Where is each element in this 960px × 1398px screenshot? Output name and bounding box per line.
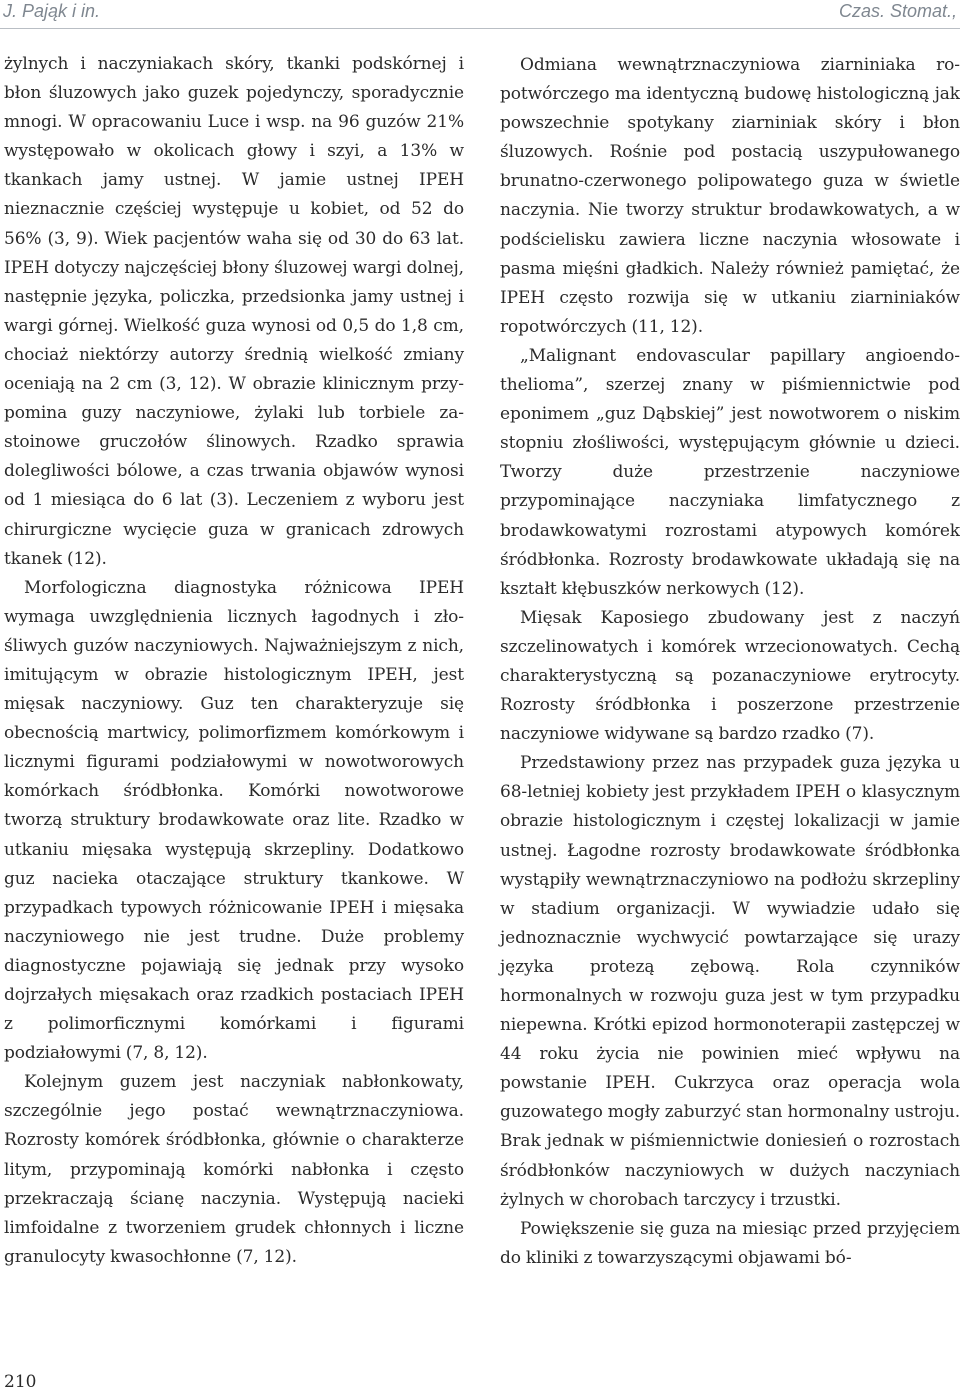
running-head	[0, 0, 960, 24]
left-paragraph-1: żylnych i naczyniakach skóry, tkanki podskórnej i błon śluzowych jako guzek pojedynczy, sporadycznie mnogi. W opracowaniu Luce i wsp. na 96 guzów 21% występowało w okolicach głowy i szyi, a 13% w tkankach jamy ustnej. W jamie ustnej IPEH nieznacznie częściej występuje u kobiet, od 52 do 56% (3, 9). Wiek pacjentów waha się od 30 do 63 lat. IPEH dotyczy najczęściej błony śluzowej wargi dolnej, następnie języka, policzka, przedsionka jamy ustnej i wargi górnej. Wielkość guza wynosi od 0,5 do 1,8 cm, chociaż niektórzy autorzy średnią wielkość zmiany oceniają na 2 cm (3, 12). W obrazie klinicznym przypomina guzy naczyniowe, żylaki lub torbiele zastoinowe gruczołów ślinowych. Rzadko sprawia dolegliwości bólowe, a czas trwania objawów wynosi od 1 miesiąca do 6 lat (3). Leczeniem z wyboru jest chirurgiczne wycięcie guza w granicach zdrowych tkanek (12).	[4, 54, 464, 569]
right-paragraph-4: Przedstawiony przez nas przypadek guza języka u 68-letniej kobiety jest przykładem IPEH o klasycznym obrazie histologicznym i częstej lokalizacji w jamie ustnej. Łagodne rozrosty brodawkowate śródbłonka wystąpiły wewnątrznaczyniowo na podłożu skrzepliny w stadium organizacji. W wywiadzie udało się jednoznacznie wychwycić powtarzające się urazy języka protezą zębową. Rola czynników hormonalnych w rozwoju guza jest w tym przypadku niepewna. Krótki epizod hormonoterapii zastępczej w 44 roku życia nie powinien mieć wpływu na powstanie IPEH. Cukrzyca oraz operacja wola guzowatego mogły zaburzyć stan hormonalny ustroju. Brak jednak w piśmiennictwie doniesień o rozrostach śródbłonków naczyniowych w dużych naczyniach żylnych w chorobach tarczycy i trzustki.	[500, 753, 960, 1210]
right-column	[500, 51, 960, 1273]
left-column	[4, 50, 464, 1272]
right-paragraph-5: Powiększenie się guza na miesiąc przed przyjęciem do kliniki z towarzyszącymi objawami bó-	[500, 1218, 960, 1268]
right-paragraph-3: Mięsak Kaposiego zbudowany jest z naczyń szczelinowatych i komórek wrzecionowatych. Cechą charakterystyczną są pozanaczyniowe erytrocyty. Rozrosty śródbłonka i poszerzone przestrzenie naczyniowe widywane są bardzo rzadko (7).	[500, 607, 960, 745]
left-paragraph-3: Kolejnym guzem jest naczyniak nabłonkowaty, szczególnie jego postać wewnątrznaczyniowa. Rozrosty komórek śródbłonka, głównie o charakterze litym, przypominają komórki nabłonka i często przekraczają ścianę naczynia. Występują nacieki limfoidalne z tworzeniem grudek chłonnych i liczne granulocyty kwasochłonne (7, 12).	[4, 1072, 464, 1267]
left-paragraph-2: Morfologiczna diagnostyka różnicowa IPEH wymaga uwzględnienia licznych łagodnych i złośliwych guzów naczyniowych. Najważniejszym z nich, imitującym w obrazie histologicznym IPEH, jest mięsak naczyniowy. Guz ten charakteryzuje się obecnością martwicy, polimorfizmem komórkowym i licznymi figurami podziałowymi w nowotworowych komórkach śródbłonka. Komórki nowotworowe tworzą struktury brodawkowate oraz lite. Rzadko w utkaniu mięsaka występują skrzepliny. Dodatkowo guz nacieka otaczające struktury tkankowe. W przypadkach typowych różnicowanie IPEH i mięsaka naczyniowego nie jest trudne. Duże problemy diagnostyczne pojawiają się jednak przy wysoko dojrzałych mięsakach oraz rzadkich postaciach IPEH z polimorficznymi komórkami i figurami podziałowymi (7, 8, 12).	[4, 577, 464, 1064]
header-divider	[0, 28, 960, 29]
right-paragraph-1: Odmiana wewnątrznaczyniowa ziarniniaka ropotwórczego ma identyczną budowę histologiczną jak powszechnie spotykany ziarniniak skóry i błon śluzowych. Rośnie pod postacią uszypułowanego brunatno-czerwonego polipowatego guza w świetle naczynia. Nie tworzy struktur brodawkowatych, a w podścielisku zawiera liczne naczynia włosowate i pasma mięśni gładkich. Należy również pamiętać, że IPEH często rozwija się w utkaniu ziarniniaków ropotwórczych (11, 12).	[500, 55, 960, 337]
running-head-journal: Czas. Stomat.,	[838, 1, 957, 21]
right-paragraph-2: „Malignant endovascular papillary angioendothelioma”, szerzej znany w piśmiennictwie pod eponimem „guz Dąbskiej” jest nowotworem o niskim stopniu złośliwości, występującym głównie u dzieci. Tworzy duże przestrzenie naczyniowe przypominające naczyniaka limfatycznego z brodawkowatymi rozrostami atypowych komórek śródbłonka. Rozrosty brodawkowate układają się na kształt kłębuszków nerkowych (12).	[500, 345, 960, 599]
page-number: 210	[4, 1372, 37, 1392]
running-head-authors: J. Pająk i in.	[3, 1, 101, 21]
